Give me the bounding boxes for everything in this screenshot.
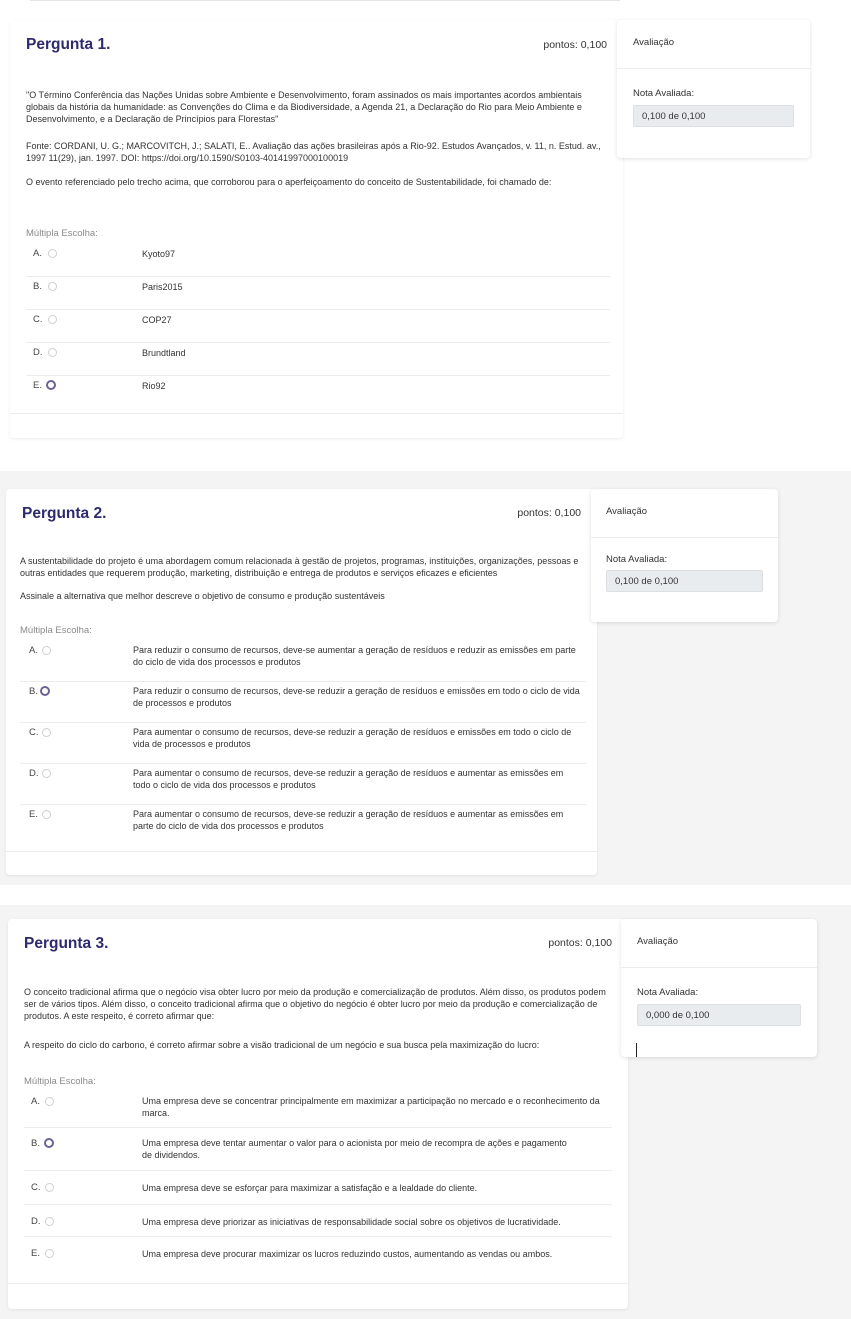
question-points: pontos: 0,100 — [517, 507, 581, 519]
evaluation-divider — [621, 967, 817, 968]
option-c[interactable] — [26, 309, 610, 343]
option-letter: B. — [29, 686, 38, 697]
question-prompt: Assinale a alternativa que melhor descreve o objetivo de consumo e produção sustentáveis — [20, 591, 385, 601]
option-letter: A. — [29, 645, 38, 656]
option-letter: C. — [29, 727, 39, 738]
card-divider — [10, 413, 623, 414]
grade-value: 0,100 de 0,100 — [606, 570, 763, 592]
evaluation-divider — [591, 537, 778, 538]
radio-button[interactable] — [48, 315, 57, 324]
option-text: Uma empresa deve priorizar as iniciativas de responsabilidade social sobre os objetivos de lucratividade. — [142, 1217, 561, 1227]
multiple-choice-label: Múltipla Escolha: — [24, 1076, 96, 1087]
option-letter: E. — [29, 809, 38, 820]
question-paragraph: O conceito tradicional afirma que o negócio visa obter lucro por meio da produção e comercialização de produtos. Além disso, os produtos podem ser de vários tipos. Além disso, o conceito tradicional afirma que o objetivo do negócio é obter lucro por meio da produção e comercialização de produtos. A este respeito, é correto afirmar que: — [24, 987, 606, 1021]
evaluation-title: Avaliação — [606, 506, 648, 517]
option-text: Uma empresa deve procurar maximizar os lucros reduzindo custos, aumentando as vendas ou ambos. — [142, 1249, 553, 1259]
option-text: Para reduzir o consumo de recursos, deve-se aumentar a geração de resíduos e reduzir as emissões em parte do ciclo de vida dos processos e produtos — [133, 645, 576, 667]
option-text: Uma empresa deve se esforçar para maximizar a satisfação e a lealdade do cliente. — [142, 1183, 478, 1193]
grade-label: Nota Avaliada: — [633, 88, 695, 99]
question-card — [6, 489, 597, 875]
question-prompt: O evento referenciado pelo trecho acima, que corroborou para o aperfeiçoamento do conceito de Sustentabilidade, foi chamado de: — [26, 177, 552, 187]
evaluation-panel — [617, 20, 810, 158]
option-b[interactable] — [26, 276, 610, 310]
option-letter: D. — [33, 347, 43, 358]
radio-button[interactable] — [42, 810, 51, 819]
option-text: Paris2015 — [142, 282, 183, 292]
option-text: Uma empresa deve tentar aumentar o valor para o acionista por meio de recompra de ações e pagamento de dividendos. — [142, 1138, 567, 1160]
evaluation-panel — [591, 489, 778, 622]
option-letter: A. — [31, 1096, 40, 1107]
option-letter: E. — [31, 1248, 40, 1259]
option-d[interactable] — [24, 1204, 612, 1237]
radio-button-selected[interactable] — [40, 686, 50, 696]
evaluation-title: Avaliação — [637, 936, 679, 947]
question-card — [10, 20, 623, 438]
question-points: pontos: 0,100 — [543, 39, 607, 51]
radio-button[interactable] — [42, 728, 51, 737]
radio-button[interactable] — [42, 769, 51, 778]
radio-button-selected[interactable] — [46, 380, 56, 390]
option-letter: D. — [31, 1216, 41, 1227]
grade-label: Nota Avaliada: — [606, 554, 668, 565]
question-title: Pergunta 1. — [26, 36, 111, 53]
question-paragraph: "O Término Conferência das Nações Unidas sobre Ambiente e Desenvolvimento, foram assinados os mais importantes acordos ambientais globais da história da humanidade: as Convenções do Clima e da Biodiversidade, a Agenda 21, a Declaração do Rio para Meio Ambiente e Desenvolvimento, e a Declaração de Princípios para Florestas" — [26, 90, 582, 124]
grade-value: 0,100 de 0,100 — [633, 105, 794, 127]
question-title: Pergunta 2. — [22, 505, 107, 522]
radio-button[interactable] — [45, 1183, 54, 1192]
option-letter: D. — [29, 768, 39, 779]
evaluation-divider — [617, 68, 810, 69]
option-text: Kyoto97 — [142, 249, 176, 259]
option-d[interactable] — [26, 342, 610, 376]
radio-button[interactable] — [45, 1217, 54, 1226]
option-e[interactable] — [20, 804, 586, 845]
option-text: Uma empresa deve se concentrar principalmente em maximizar a participação no mercado e o reconhecimento da marca. — [142, 1096, 600, 1118]
radio-button[interactable] — [48, 348, 57, 357]
radio-button[interactable] — [42, 646, 51, 655]
card-divider — [8, 1283, 628, 1284]
radio-button[interactable] — [48, 282, 57, 291]
option-letter: B. — [33, 281, 42, 292]
question-points: pontos: 0,100 — [548, 937, 612, 949]
question-prompt: A respeito do ciclo do carbono, é correto afirmar sobre a visão tradicional de um negócio e sua busca pela maximização do lucro: — [24, 1040, 540, 1050]
option-e[interactable] — [24, 1236, 612, 1270]
option-c[interactable] — [24, 1170, 612, 1205]
option-a[interactable] — [24, 1091, 612, 1128]
option-text: Para aumentar o consumo de recursos, deve-se reduzir a geração de resíduos e aumentar as emissões em parte do ciclo de vida dos processos e produtos — [133, 809, 564, 831]
option-letter: A. — [33, 248, 42, 259]
option-text: COP27 — [142, 315, 172, 325]
option-d[interactable] — [20, 763, 586, 805]
option-letter: C. — [33, 314, 43, 325]
option-text: Para aumentar o consumo de recursos, deve-se reduzir a geração de resíduos e aumentar as emissões em todo o ciclo de vida dos processos e produtos — [133, 768, 564, 790]
option-e[interactable] — [26, 375, 610, 408]
option-letter: B. — [31, 1138, 40, 1149]
option-a[interactable] — [26, 243, 610, 277]
question-card — [8, 919, 628, 1309]
card-divider — [6, 851, 597, 852]
question-paragraph: A sustentabilidade do projeto é uma abordagem comum relacionada à gestão de projetos, programas, instituições, organizações, pessoas e outras entidades que requerem produção, marketing, distribuição e entrega de produtos e serviços eficazes e eficientes — [20, 556, 579, 578]
top-divider — [30, 0, 620, 1]
option-letter: E. — [33, 380, 42, 391]
option-c[interactable] — [20, 722, 586, 764]
radio-button[interactable] — [45, 1249, 54, 1258]
radio-button[interactable] — [45, 1097, 54, 1106]
radio-button-selected[interactable] — [44, 1138, 54, 1148]
text-cursor — [636, 1043, 637, 1057]
multiple-choice-label: Múltipla Escolha: — [20, 625, 92, 636]
option-a[interactable] — [20, 640, 586, 682]
multiple-choice-label: Múltipla Escolha: — [26, 228, 98, 239]
radio-button[interactable] — [48, 249, 57, 258]
question-title: Pergunta 3. — [24, 935, 109, 952]
grade-value: 0,000 de 0,100 — [637, 1004, 801, 1026]
option-letter: C. — [31, 1182, 41, 1193]
option-text: Para aumentar o consumo de recursos, deve-se reduzir a geração de resíduos e emissões em todo o ciclo de vida de processos e produtos — [133, 727, 572, 749]
option-text: Brundtland — [142, 348, 186, 358]
option-text: Rio92 — [142, 381, 166, 391]
question-source: Fonte: CORDANI, U. G.; MARCOVITCH, J.; SALATI, E.. Avaliação das ações brasileiras após a Rio-92. Estudos Avançados, v. 11, n. Estud. av., 1997 11(29), jan. 1997. DOI: https://doi.org/10.1590/S0103-40141997000100019 — [26, 141, 601, 163]
evaluation-panel — [621, 919, 817, 1057]
option-b[interactable] — [24, 1127, 612, 1171]
option-b[interactable] — [20, 681, 586, 723]
option-text: Para reduzir o consumo de recursos, deve-se reduzir a geração de resíduos e emissões em todo o ciclo de vida de processos e produtos — [133, 686, 580, 708]
grade-label: Nota Avaliada: — [637, 987, 699, 998]
evaluation-title: Avaliação — [633, 37, 675, 48]
